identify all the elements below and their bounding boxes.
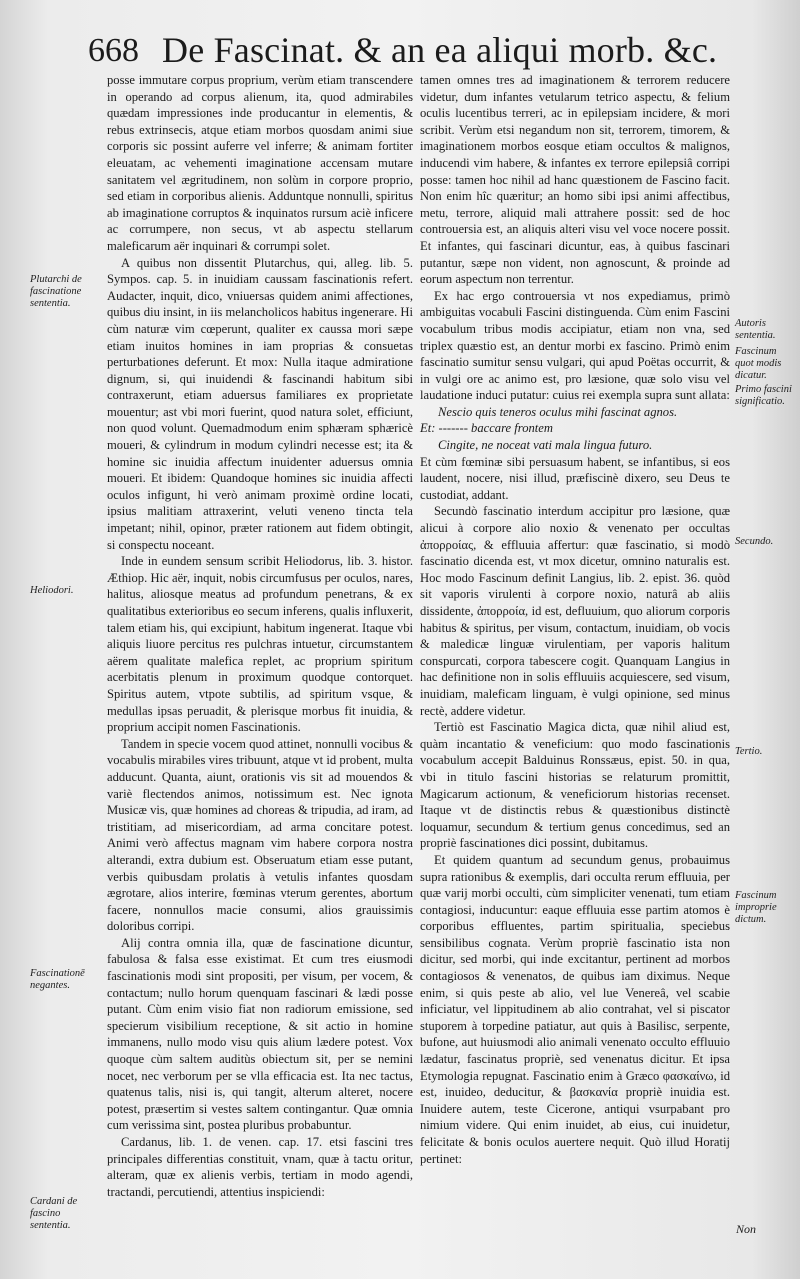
- running-title: De Fascinat. & an ea aliqui morb. &c.: [162, 30, 718, 70]
- paragraph: Tertiò est Fascinatio Magica dicta, quæ nihil aliud est, quàm incantatio & veneficium: quo modo fascinationis vocabulum accepit Balduinus Ronssæus, epist. 50. in qua, vbi in titulo fascini historias se relaturum promittit, Magicarum actionum, & veneficiorum historias recenset. Itaque vt de distinctis rebus & quæstionibus distinctè loquamur, secundum & tertium genus concedimus, sed an propriè fascinationes dici possint, dubitamus.: [420, 720, 730, 851]
- verse-line: Nescio quis teneros oculus mihi fascinat agnos.: [438, 404, 678, 419]
- paragraph: Alij contra omnia illa, quæ de fascinatione dicuntur, fabulosa & falsa esse existimat. Et cum tres eiusmodi fascinationis modi sint propositi, per visum, per vocem, & contactum; nullo horum quenquam fascinari & lædi posse putant. Cùm enim visio fiat non radiorum emissione, sed specierum visibilium receptione, & sit actio in homine immanens, nullo modo visu quis alium lædere potest. Vox quoque cùm saltem auditùs obiectum sit, per se nemini nocet, nec verborum per se vlla efficacia est. Ita nec tactus, quatenus talis, nisi is, qui tangit, alterum alteret, nocere potest, præsertim si vestes saltem contingantur. Quæ omnia cum verissima sint, postea pluribus probabuntur.: [107, 935, 413, 1133]
- catchword: Non: [736, 1222, 757, 1236]
- margin-note: Fascinationē negantes.: [30, 968, 85, 991]
- paragraph: Secundò fascinatio interdum accipitur pro læsione, quæ alicui à corpore alio noxio & venenato per occultas ἀπορροίας, & effluuia affertur: quæ fascinatio, si modò fascinatio dicenda est, vt mox dicetur, omnino naturalis est. Hoc modo Fascinum definit Langius, lib. 2. epist. 36. quòd sit vaporis virulenti à corpore noxio, naturâ ab aliis dissidente, ἀπορροία, id est, defluuium, quo aliorum corporis habitus & spiritus, per visum, contactum, inuidiam, ob vocis & maledicæ linguæ virulentiam, per vaporis halitum conspurcati, corpora tabescere cogit. Quanquam Langius in hac definitione non in solis effluuiis acquiescere, sed visum, inuidiam, maleficam linguam, è vulgi opinione, sed minus rectè, addere videtur.: [420, 504, 730, 718]
- paragraph: posse immutare corpus proprium, verùm etiam transcendere in operando ad corpus alienum, ita, quod admirabiles quædam impressiones inde producantur in elementis, & rebus extrinsecis, atque etiam morbos quosdam animi siue corporis sic possint auferre vel inferre; & animam fortiter eleuatam, ac vehementi imaginatione accensam mutare sanitatem vel ægritudinem, non solùm in corpore proprio, sed etiam in corporibus alienis. Adduntque nonnulli, spiritus ab imaginatione corruptos & inquinatos rursum aciè inficere ac corrumpere, non secus, vt ab aspectu stellarum maleficarum aër inquinari & corrumpi solet.: [107, 73, 413, 253]
- margin-note: Tertio.: [735, 746, 763, 757]
- right-text-column: [420, 72, 730, 1167]
- margin-note: Fascinum improprie dictum.: [735, 890, 777, 925]
- paragraph: tamen omnes tres ad imaginationem & terrorem reducere videtur, dum infantes vetularum tetrico aspectu, & felium oculis lucentibus terreri, ac in epilepsiam incidere, & mori scribit. Verùm etsi negandum non sit, terrorem, timorem, & imaginationem morbos eosque etiam occultos & malignos, inducendi vim habere, & infantes ex terrore epilepsiâ corripi posse: tamen hoc nihil ad hanc quæstionem de Fascino facit. Non enim hîc quæritur; an homo sibi ipsi animi affectibus, metu, terrore, aliquid mali attrahere possit: sed de hoc controuersia est, an aliquis alteri visu vel voce nocere possit. Et infantes, qui fascinari dicuntur, eas, à quibus fascinari putantur, sæpe non vident, non agnoscunt, & proinde ad eorum aspectum non terrentur.: [420, 73, 730, 287]
- paragraph: Ex hac ergo controuersia vt nos expediamus, primò ambiguitas vocabuli Fascini distinguenda. Cùm enim Fascini vocabulum tribus modis accipiatur, etiam non vna, sed triplex quæstio est, an dentur morbi ex fascino. Primò enim fascinatio sumitur sensu vulgari, qui apud Poëtas occurrit, & in vulgi ore ac animo est, pro læsione, quæ solo visu vel laudatione induci putatur: cuius rei exempla supra sunt allata:: [420, 288, 730, 403]
- margin-note: Plutarchi de fascinatione sententia.: [30, 274, 82, 309]
- verse-line: Et: ------- baccare frontem: [420, 421, 553, 436]
- margin-note: Heliodori.: [30, 585, 74, 596]
- margin-note: Fascinum quot modis dicatur.: [735, 346, 782, 381]
- margin-note: Autoris sententia.: [735, 318, 776, 341]
- paragraph: Tandem in specie vocem quod attinet, nonnulli vocibus & vocabulis mirabiles vires tribuunt, atque vt id probent, multa adducunt. Quanta, aiunt, orationis vis sit ad mouendos & variè flectendos animos, notissimum est. Nec ignota Musicæ vis, quæ homines ad choreas & tripudia, ad iram, ad tristitiam, ad misericordiam, ad arma concitare potest. Animi verò affectus magnam vim habere corpora nostra alterandi, extra dubium est. Obseruatum etiam esse putant, verbis quibusdam prolatis à vetulis infantes quosdam ægrotare, alios interire, fœminas vterum gerentes, abortum facere, nonnullos macie consumi, alios grauissimis doloribus corripi.: [107, 736, 413, 934]
- verse-line: Cingite, ne noceat vati mala lingua futuro.: [438, 438, 653, 453]
- paragraph: Et quidem quantum ad secundum genus, probauimus supra rationibus & exemplis, dari occulta rerum effluuia, per quæ varij morbi occulti, cùm simpliciter venenati, tum etiam contagiosi, inducuntur: eaque effluuia esse partim atomos è corporibus effluentes, partim spiritualia, speciebus sensibilibus cognata. Verùm propriè fascinatio ista non dicitur, sed morbi, qui inde excitantur, pertinent ad morbos contagiosos & venenatos, de quibus iam diximus. Neque enim, si quis peste ab alio, vel lue Venereâ, vel scabie inficiatur, vel lippitudinem ab alio contrahat, vel si piscator stuporem à torpedine patiatur, aut quis à Basilisc, serpente, bufone, aut huiusmodi alio animali venenato occulto effluuio lædatur, fascinatus propriè, sed venenatus dicitur. Et ipsa Etymologia repugnat. Fascinatio enim à Græco φασκαίνω, id est, inuideo, deducitur, & βασκανία propriè inuidia est. Inuidere autem, teste Cicerone, antiqui vsurpabant pro nimium videre. Qui enim inuidet, ab eius, cui inuidetur, felicitate & bonis oculos auertere nequit. Quò illud Horatij pertinet:: [420, 852, 730, 1166]
- page-header: [88, 28, 788, 72]
- margin-note: Cardani de fascino sententia.: [30, 1196, 78, 1231]
- left-text-column: [107, 72, 413, 1200]
- paragraph: Cardanus, lib. 1. de venen. cap. 17. etsi fascini tres principales differentias constituit, vnam, quæ à tactu oritur, alteram, quæ ex alienis verbis, tertiam in modo agendi, tractandi, percutiendi, attentius inspiciendi:: [107, 1135, 413, 1199]
- paragraph: Inde in eundem sensum scribit Heliodorus, lib. 3. histor. Æthiop. Hic aër, inquit, nobis circumfusus per oculos, nares, halitus, aliosque meatus ad profundum penetrans, & ex qualitatibus exterioribus eo secum inferens, qualis influxerit, talem etiam his, qui excipiunt, habitum ingenerat. Itaque vbi aliquis liuore percitus res pulchras intuetur, circumstantem aërem qualitate malefica replet, ac proprium spiritum acerbitatis plenum in proximum quodque contorquet. Spiritus autem, vtpote subtilis, ad spiritum vsque, & medullas ipsas peruadit, & plerisque morbus fit inuidia, & proprium accipit nomen Fascinationis.: [107, 554, 413, 735]
- margin-note: Secundo.: [735, 536, 774, 547]
- paragraph: Et cùm fœminæ sibi persuasum habent, se infantibus, si eos laudent, nocere, nisi illud, præfiscinè dixero, seu Deus te custodiat, addant.: [420, 454, 730, 502]
- paragraph: A quibus non dissentit Plutarchus, qui, alleg. lib. 5. Sympos. cap. 5. in inuidiam caussam fascinationis refert. Audacter, inquit, dico, vniuersas quidem animi affectiones, quibus diu insint, in iis melancholicos habitus ingenerare. Hi cùm naturæ vim cœperunt, qualiter ex caussa mori sæpe etiam inuitos homines in iam proprias & consuetas perturbationes deferunt. Et mox: Nulla itaque admiratione dignum, si, qui inuidendi & fascinandi habitum sibi contraxerunt, etiam aduersus familiares ex proprietate mouentur; ast vbi mori fuerint, quod natura solet, efficiunt, non quod volunt. Quemadmodum enim sphæram sphæricè moueri, & cylindrum in modum cylindri necesse est; ita & homine sic inuidia affectum inuidenter aduersus omnia moueri. Et ibidem: Quandoque homines sic inuidia affecti oculos infigunt, hi verò animam proximè ordine locati, ipsius malitiam attraxerint, veluti veneno tincta tela impetant; nihil, opinor, præter rationem aut fidem obtingit, si conspectu noceant.: [107, 255, 413, 552]
- margin-note: Primo fascini significatio.: [735, 384, 792, 407]
- page-number: 668: [88, 32, 139, 69]
